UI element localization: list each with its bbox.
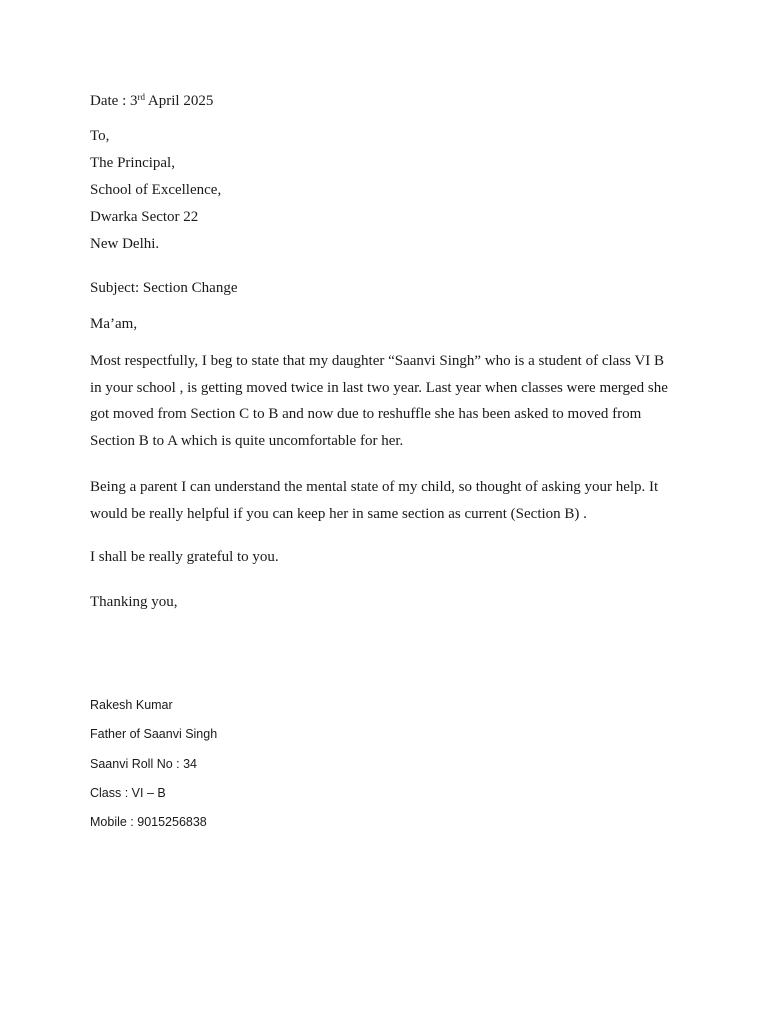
body-paragraph-1-line-2: in your school , is getting moved twice in last two year. Last year when classes were merged she bbox=[90, 379, 668, 396]
body-paragraph-2-line-1: Being a parent I can understand the mental state of my child, so thought of asking your help. It bbox=[90, 479, 659, 495]
signature-roll-no: Saanvi Roll No : 34 bbox=[90, 757, 198, 771]
body-paragraph-1-line-4: Section B to A which is quite uncomfortable for her. bbox=[90, 432, 404, 449]
body-paragraph-1 bbox=[90, 348, 690, 454]
body-paragraph-1-line-1: Most respectfully, I beg to state that my daughter “Saanvi Singh” who is a student of class VI B bbox=[90, 353, 665, 369]
body-paragraph-2-line-2: would be really helpful if you can keep her in same section as current (Section B) . bbox=[90, 505, 587, 522]
address-to: To, bbox=[90, 128, 110, 144]
body-paragraph-2 bbox=[90, 474, 690, 527]
signature-relation: Father of Saanvi Singh bbox=[90, 727, 218, 741]
signature-class: Class : VI – B bbox=[90, 786, 166, 800]
grateful-line: I shall be really grateful to you. bbox=[90, 549, 279, 565]
date-day: 3 bbox=[129, 93, 138, 109]
subject-line: Subject: Section Change bbox=[90, 280, 238, 296]
signature-mobile: Mobile : 9015256838 bbox=[90, 815, 207, 829]
date-label: Date : bbox=[90, 93, 130, 109]
address-sector: Dwarka Sector 22 bbox=[90, 209, 199, 225]
address-school: School of Excellence, bbox=[90, 182, 222, 198]
salutation: Ma’am, bbox=[90, 316, 138, 332]
signature-name: Rakesh Kumar bbox=[90, 698, 173, 712]
address-city: New Delhi. bbox=[90, 236, 160, 252]
closing-line: Thanking you, bbox=[90, 594, 178, 610]
date-line bbox=[90, 93, 213, 110]
address-recipient: The Principal, bbox=[90, 155, 175, 171]
date-ordinal: rd bbox=[137, 92, 145, 102]
date-rest: April 2025 bbox=[144, 93, 214, 109]
body-paragraph-1-line-3: got moved from Section C to B and now due to reshuffle she has been asked to moved from bbox=[90, 406, 642, 422]
